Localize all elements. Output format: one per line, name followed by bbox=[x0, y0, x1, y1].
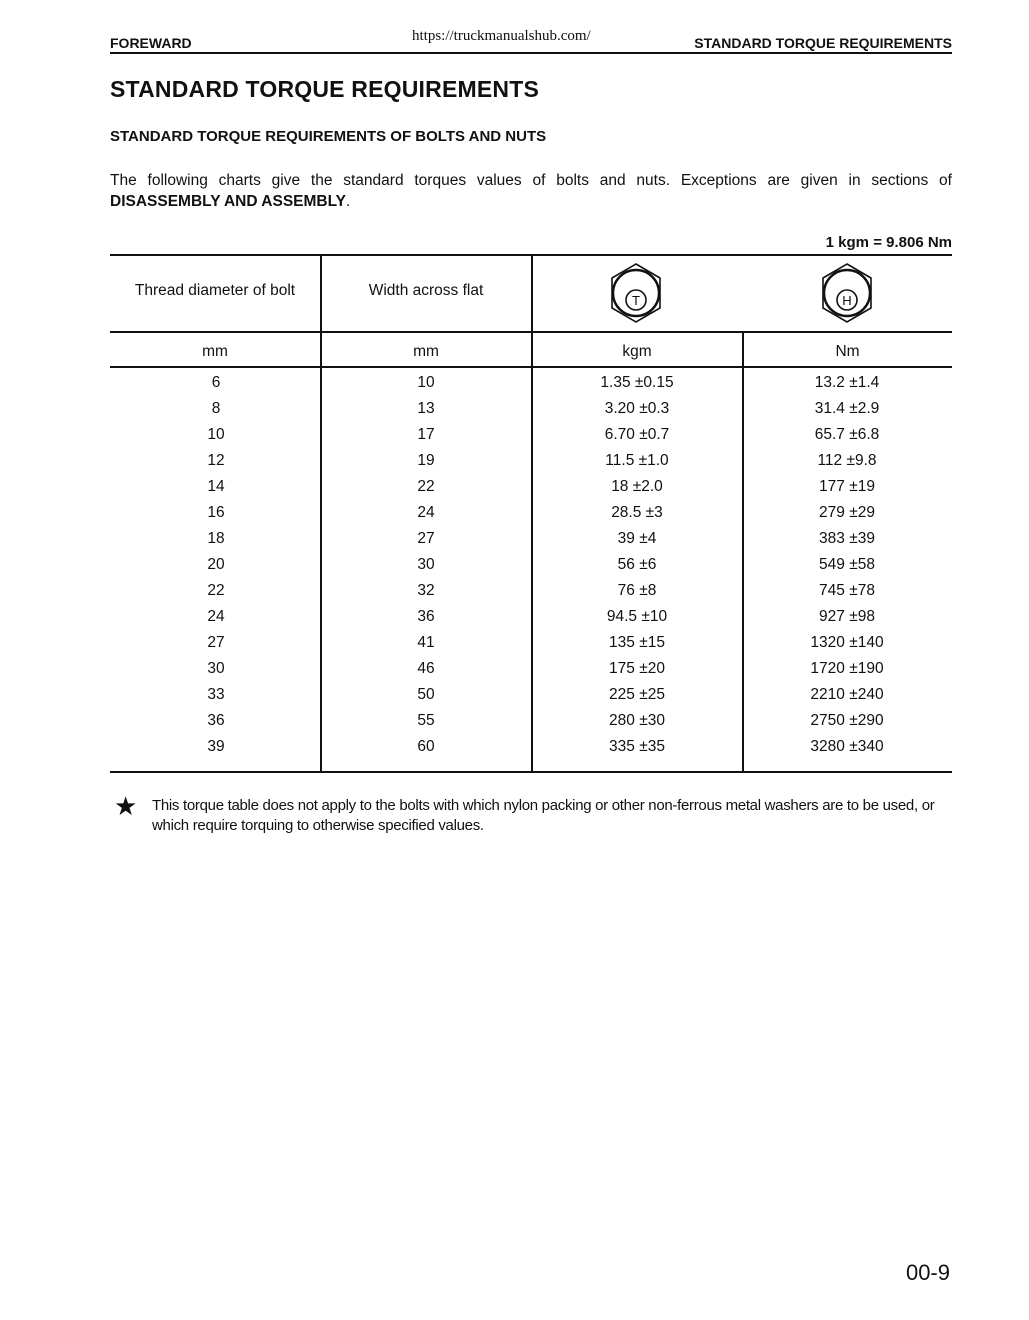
cell-thread-diameter: 24 bbox=[207, 608, 225, 625]
page-title: STANDARD TORQUE REQUIREMENTS bbox=[110, 76, 539, 102]
cell-thread-diameter: 6 bbox=[211, 374, 221, 391]
cell-thread-diameter: 16 bbox=[207, 504, 225, 521]
cell-thread-diameter: 8 bbox=[211, 400, 221, 417]
cell-width-across-flat: 27 bbox=[417, 530, 435, 547]
table-col-divider bbox=[742, 331, 744, 772]
cell-thread-diameter: 27 bbox=[207, 634, 225, 651]
unit-width-mm: mm bbox=[413, 343, 439, 360]
bolt-h-letter: H bbox=[842, 293, 852, 308]
cell-torque-kgm: 18 ±2.0 bbox=[611, 478, 663, 495]
cell-width-across-flat: 17 bbox=[417, 426, 435, 443]
cell-width-across-flat: 22 bbox=[417, 478, 435, 495]
unit-nm: Nm bbox=[835, 343, 860, 360]
cell-width-across-flat: 32 bbox=[417, 582, 435, 599]
cell-torque-nm: 383 ±39 bbox=[819, 530, 875, 547]
cell-torque-nm: 927 ±98 bbox=[819, 608, 875, 625]
cell-torque-kgm: 76 ±8 bbox=[617, 582, 657, 599]
cell-torque-kgm: 28.5 ±3 bbox=[611, 504, 663, 521]
cell-torque-nm: 65.7 ±6.8 bbox=[814, 426, 880, 443]
unit-thread-mm: mm bbox=[202, 343, 228, 360]
cell-torque-nm: 745 ±78 bbox=[819, 582, 875, 599]
cell-torque-kgm: 6.70 ±0.7 bbox=[604, 426, 670, 443]
cell-width-across-flat: 13 bbox=[417, 400, 435, 417]
page-number: 00-9 bbox=[905, 1260, 950, 1285]
bolt-t-icon bbox=[608, 262, 664, 324]
cell-torque-nm: 3280 ±340 bbox=[810, 738, 884, 755]
cell-torque-nm: 31.4 ±2.9 bbox=[814, 400, 880, 417]
table-col-divider bbox=[320, 254, 322, 772]
cell-width-across-flat: 30 bbox=[417, 556, 435, 573]
cell-torque-kgm: 39 ±4 bbox=[617, 530, 657, 547]
unit-conversion-note: 1 kgm = 9.806 Nm bbox=[825, 234, 952, 251]
cell-thread-diameter: 22 bbox=[207, 582, 225, 599]
cell-torque-nm: 177 ±19 bbox=[819, 478, 875, 495]
intro-bold-reference: DISASSEMBLY AND ASSEMBLY bbox=[110, 193, 346, 210]
cell-thread-diameter: 12 bbox=[207, 452, 225, 469]
page-header bbox=[110, 30, 952, 54]
header-thread-diameter: Thread diameter of bolt bbox=[134, 282, 296, 299]
cell-torque-kgm: 135 ±15 bbox=[609, 634, 665, 651]
header-chapter-title: STANDARD TORQUE REQUIREMENTS bbox=[694, 35, 952, 51]
header-width-across-flat: Width across flat bbox=[368, 282, 484, 299]
cell-width-across-flat: 50 bbox=[417, 686, 435, 703]
cell-width-across-flat: 24 bbox=[417, 504, 435, 521]
cell-torque-nm: 279 ±29 bbox=[819, 504, 875, 521]
cell-torque-nm: 13.2 ±1.4 bbox=[814, 374, 880, 391]
intro-paragraph bbox=[110, 170, 952, 212]
cell-torque-kgm: 56 ±6 bbox=[617, 556, 657, 573]
cell-thread-diameter: 18 bbox=[207, 530, 225, 547]
cell-thread-diameter: 36 bbox=[207, 712, 225, 729]
cell-torque-kgm: 280 ±30 bbox=[609, 712, 665, 729]
cell-torque-nm: 549 ±58 bbox=[819, 556, 875, 573]
cell-torque-kgm: 3.20 ±0.3 bbox=[604, 400, 670, 417]
cell-torque-kgm: 94.5 ±10 bbox=[606, 608, 668, 625]
header-url[interactable]: https://truckmanualshub.com/ bbox=[412, 28, 591, 44]
cell-thread-diameter: 14 bbox=[207, 478, 225, 495]
intro-end: . bbox=[346, 193, 351, 210]
cell-torque-nm: 2750 ±290 bbox=[810, 712, 884, 729]
section-subtitle: STANDARD TORQUE REQUIREMENTS OF BOLTS AND NUTS bbox=[110, 128, 547, 145]
cell-thread-diameter: 20 bbox=[207, 556, 225, 573]
cell-width-across-flat: 19 bbox=[417, 452, 435, 469]
bolt-h-icon bbox=[819, 262, 875, 324]
cell-thread-diameter: 30 bbox=[207, 660, 225, 677]
cell-torque-kgm: 335 ±35 bbox=[609, 738, 665, 755]
cell-torque-nm: 1320 ±140 bbox=[810, 634, 884, 651]
cell-thread-diameter: 39 bbox=[207, 738, 225, 755]
cell-torque-kgm: 11.5 ±1.0 bbox=[605, 452, 669, 469]
cell-torque-kgm: 225 ±25 bbox=[609, 686, 665, 703]
cell-torque-nm: 1720 ±190 bbox=[810, 660, 884, 677]
cell-width-across-flat: 46 bbox=[417, 660, 435, 677]
unit-kgm: kgm bbox=[622, 343, 652, 360]
cell-width-across-flat: 41 bbox=[417, 634, 435, 651]
cell-width-across-flat: 10 bbox=[417, 374, 435, 391]
cell-torque-kgm: 1.35 ±0.15 bbox=[600, 374, 674, 391]
cell-width-across-flat: 60 bbox=[417, 738, 435, 755]
note-text: This torque table does not apply to the bolts with which nylon packing or other non-ferrous metal washers are to be used, or which require torquing to otherwise specified values. bbox=[152, 797, 935, 834]
bolt-t-letter: T bbox=[632, 293, 640, 308]
cell-width-across-flat: 36 bbox=[417, 608, 435, 625]
cell-torque-nm: 2210 ±240 bbox=[810, 686, 884, 703]
cell-torque-kgm: 175 ±20 bbox=[609, 660, 665, 677]
cell-thread-diameter: 33 bbox=[207, 686, 225, 703]
cell-torque-nm: 112 ±9.8 bbox=[817, 452, 877, 469]
table-col-divider bbox=[531, 254, 533, 772]
header-section-label: FOREWARD bbox=[110, 35, 192, 51]
cell-width-across-flat: 55 bbox=[417, 712, 435, 729]
intro-text: The following charts give the standard torques values of bolts and nuts. Exceptions are given in sections of bbox=[110, 172, 952, 189]
star-icon: ★ bbox=[114, 791, 138, 821]
cell-thread-diameter: 10 bbox=[207, 426, 225, 443]
